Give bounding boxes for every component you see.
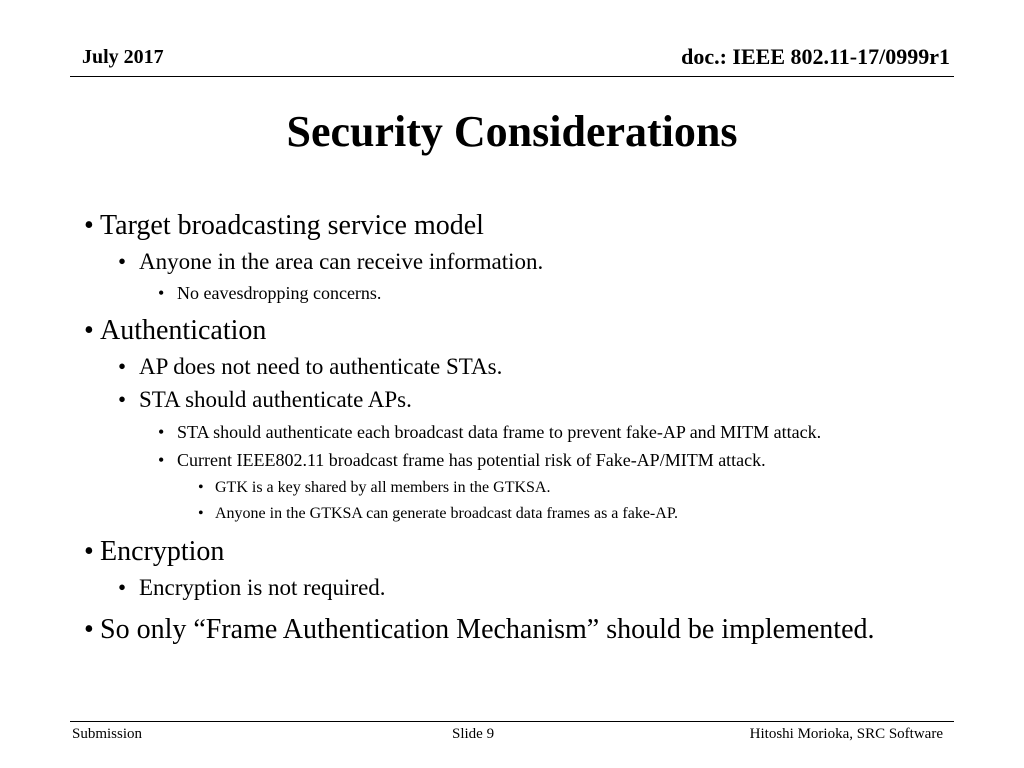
bullet-text: Target broadcasting service model — [100, 210, 484, 241]
bullet-text: So only “Frame Authentication Mechanism” should be implemented. — [100, 614, 875, 645]
bullet-dot: • — [84, 536, 94, 567]
footer-submission: Submission — [72, 726, 143, 742]
bullet-text: Current IEEE802.11 broadcast frame has potential risk of Fake-AP/MITM attack. — [177, 450, 766, 470]
footer-slide-number: Slide 9 — [452, 726, 495, 742]
bullet-dot: • — [158, 422, 165, 442]
footer-author: Hitoshi Morioka, SRC Software — [749, 726, 943, 742]
bullet-dot: • — [118, 387, 127, 412]
slide-title: Security Considerations — [286, 107, 738, 156]
bullet-text: AP does not need to authenticate STAs. — [139, 354, 503, 379]
bullet-dot: • — [118, 249, 127, 274]
bullet-text: Encryption — [100, 536, 225, 567]
footer-divider — [70, 721, 954, 722]
bullet-text: STA should authenticate each broadcast data frame to prevent fake-AP and MITM attack. — [177, 422, 822, 442]
bullet-dot: • — [158, 283, 165, 303]
bullet-text: Encryption is not required. — [139, 575, 386, 600]
header-doc-id: doc.: IEEE 802.11-17/0999r1 — [681, 44, 950, 69]
bullet-dot: • — [118, 575, 127, 600]
bullet-dot: • — [118, 354, 127, 379]
header-date: July 2017 — [82, 46, 164, 68]
header-divider — [70, 76, 954, 77]
bullet-text: GTK is a key shared by all members in the GTKSA. — [215, 479, 551, 496]
bullet-dot: • — [84, 315, 94, 346]
bullet-text: Anyone in the area can receive information. — [139, 249, 544, 274]
bullet-text: Anyone in the GTKSA can generate broadcast data frames as a fake-AP. — [215, 505, 678, 522]
bullet-dot: • — [198, 505, 204, 522]
bullet-text: No eavesdropping concerns. — [177, 283, 382, 303]
bullet-dot: • — [84, 210, 94, 241]
bullet-dot: • — [158, 450, 165, 470]
bullet-text: Authentication — [100, 315, 267, 346]
bullet-dot: • — [198, 479, 204, 496]
bullet-dot: • — [84, 614, 94, 645]
bullet-text: STA should authenticate APs. — [139, 387, 412, 412]
